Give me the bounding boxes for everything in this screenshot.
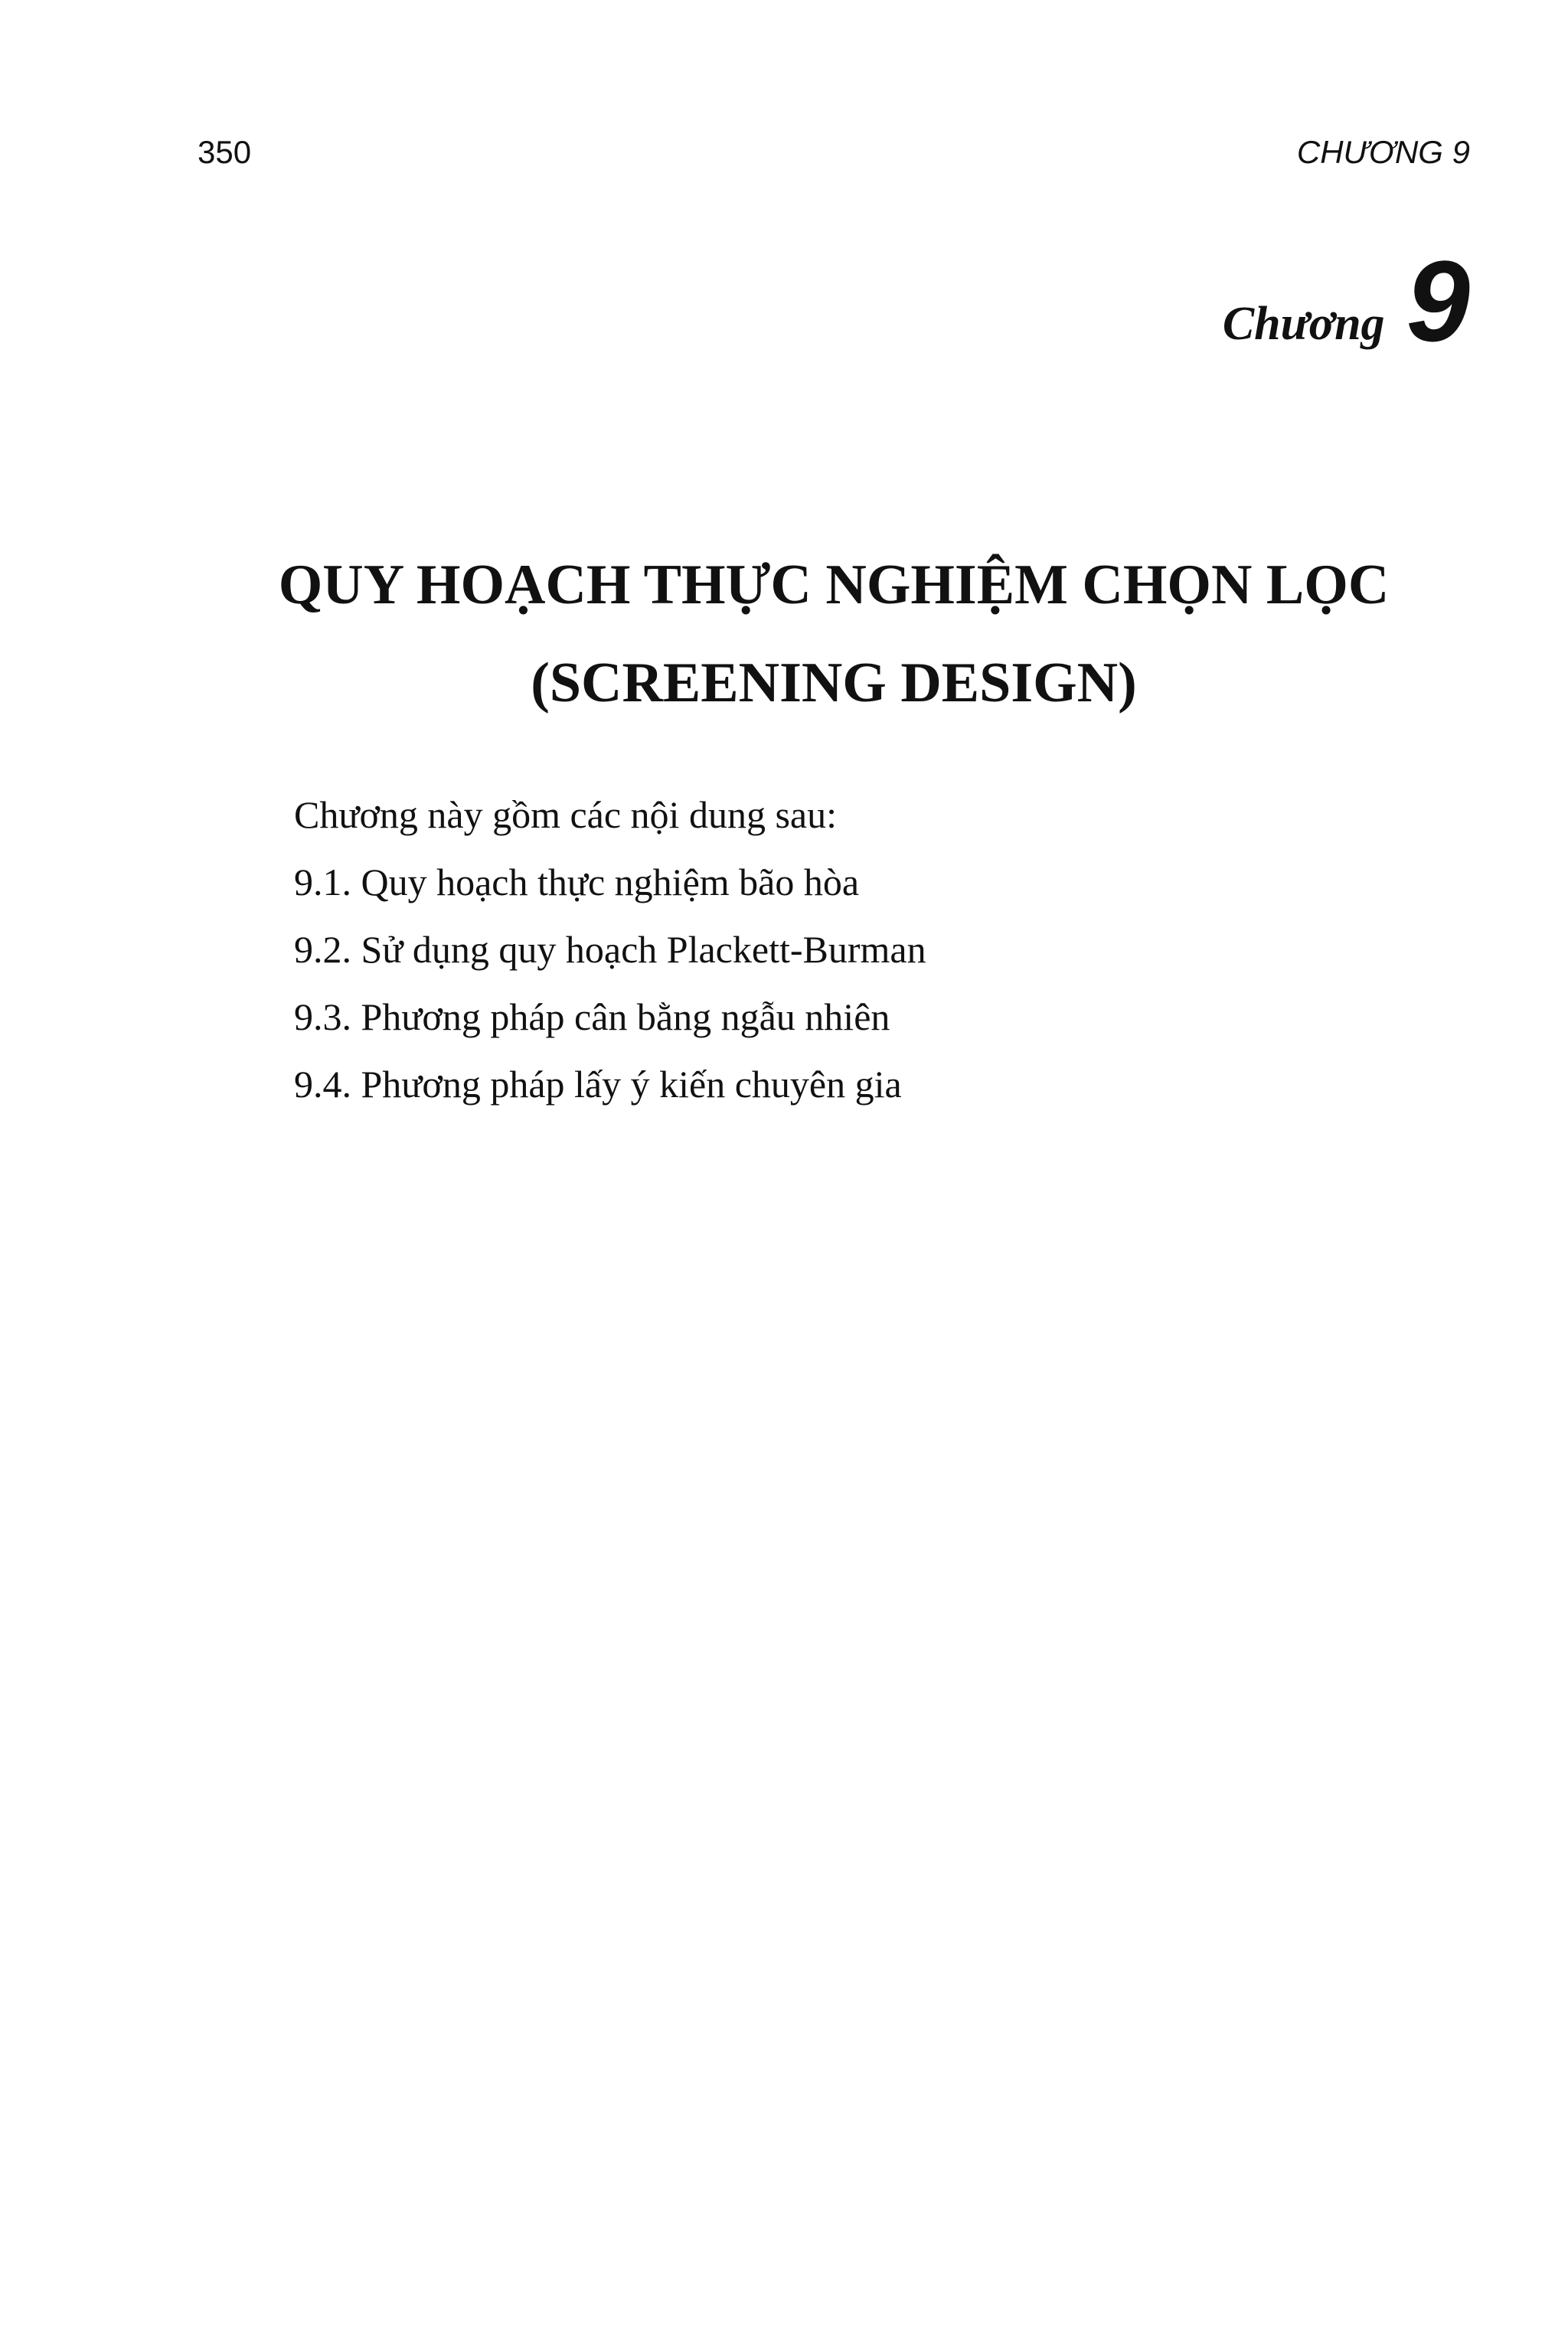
contents-item: 9.4. Phương pháp lấy ý kiến chuyên gia [294, 1063, 902, 1106]
chapter-heading [1222, 237, 1470, 365]
chapter-word: Chương [1222, 298, 1385, 350]
chapter-contents [294, 781, 926, 1118]
contents-item: 9.2. Sử dụng quy hoạch Plackett-Burman [294, 928, 926, 971]
running-header: CHƯƠNG 9 [1296, 134, 1470, 170]
page-number: 350 [198, 134, 252, 170]
chapter-title [198, 536, 1470, 732]
chapter-title-line: (SCREENING DESIGN) [531, 652, 1137, 714]
contents-item: 9.3. Phương pháp cân bằng ngẫu nhiên [294, 995, 890, 1038]
contents-item: 9.1. Quy hoạch thực nghiệm bão hòa [294, 861, 860, 903]
chapter-title-line: QUY HOẠCH THỰC NGHIỆM CHỌN LỌC [278, 554, 1390, 616]
chapter-number: 9 [1406, 237, 1470, 365]
contents-intro: Chương này gồm các nội dung sau: [294, 793, 837, 836]
